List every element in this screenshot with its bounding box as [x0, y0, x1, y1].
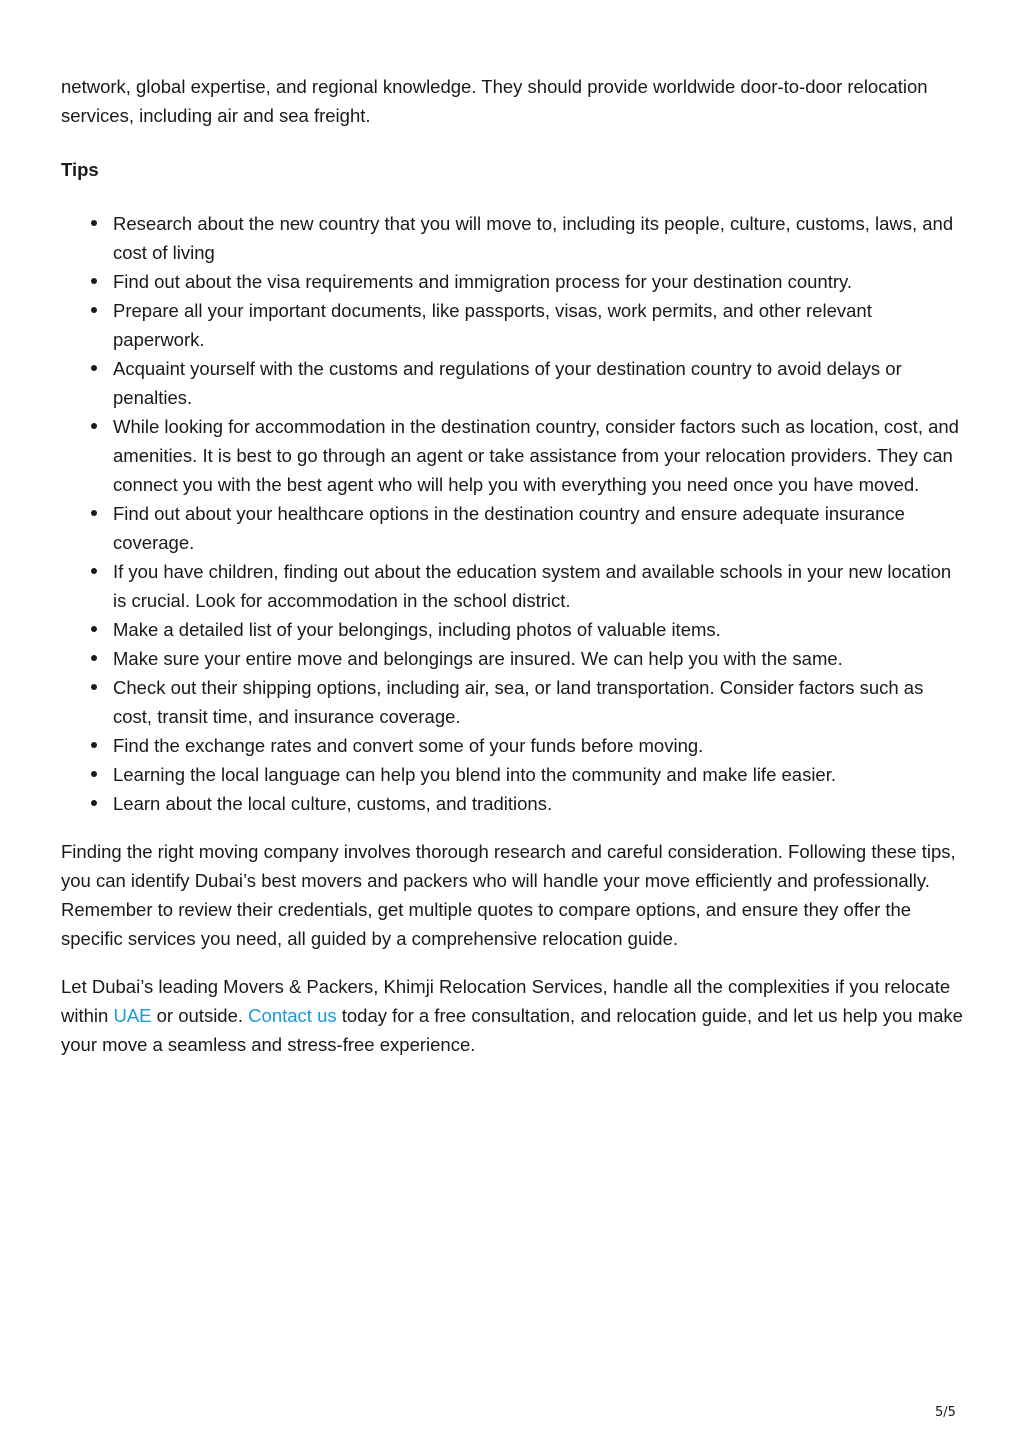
tip-text: Acquaint yourself with the customs and regulations of your destination country to avoid delays or penalties.: [113, 358, 902, 408]
conclusion-paragraph: Finding the right moving company involves thorough research and careful consideration. Following these tips, you can identify Dubai’s best movers and packers who will handle your move efficiently and professionally. Remember to review their credentials, get multiple quotes to compare options, and ensure they offer the specific services you need, all guided by a comprehensive relocation guide.: [61, 841, 956, 949]
cta-text-part2: or outside.: [151, 1005, 249, 1026]
bullet-icon: [91, 307, 97, 313]
tips-list-item: [113, 673, 966, 731]
tip-text: If you have children, finding out about the education system and available schools in your new location is crucial. Look for accommodation in the school district.: [113, 561, 952, 611]
bullet-icon: [91, 800, 97, 806]
page-number: 5/5: [935, 1405, 956, 1420]
tips-list-item: [113, 412, 966, 499]
bullet-icon: [91, 278, 97, 284]
tip-text: Prepare all your important documents, like passports, visas, work permits, and other relevant paperwork.: [113, 300, 872, 350]
bullet-icon: [91, 510, 97, 516]
cta-paragraph: [61, 972, 966, 1059]
tips-list-item: [113, 615, 966, 644]
bullet-icon: [91, 568, 97, 574]
tip-text: Make a detailed list of your belongings, including photos of valuable items.: [113, 619, 721, 640]
bullet-icon: [91, 771, 97, 777]
tip-text: Find out about your healthcare options in the destination country and ensure adequate insurance coverage.: [113, 503, 905, 553]
document-page: [61, 72, 966, 1078]
tip-text: Find the exchange rates and convert some of your funds before moving.: [113, 735, 704, 756]
bullet-icon: [91, 684, 97, 690]
bullet-icon: [91, 365, 97, 371]
tips-heading: Tips: [61, 159, 99, 180]
bullet-icon: [91, 626, 97, 632]
tips-list-item: [113, 731, 966, 760]
tips-list-item: [113, 760, 966, 789]
tips-list-item: [113, 644, 966, 673]
tips-list-item: [113, 354, 966, 412]
tips-list-item: [113, 789, 966, 818]
bullet-icon: [91, 742, 97, 748]
tips-list-item: [113, 499, 966, 557]
tip-text: Learning the local language can help you blend into the community and make life easier.: [113, 764, 836, 785]
tips-list-item: [113, 296, 966, 354]
cta-text-part1: Let Dubai’s leading Movers & Packers, Khimji Relocation Services, handle all the complexities if you relocate within: [61, 976, 951, 1026]
uae-link[interactable]: UAE: [113, 1005, 152, 1026]
bullet-icon: [91, 220, 97, 226]
bullet-icon: [91, 423, 97, 429]
cta-text-part3: today for a free consultation, and relocation guide, and let us help you make your move a seamless and stress-free experience.: [61, 1005, 963, 1055]
tip-text: Check out their shipping options, including air, sea, or land transportation. Consider factors such as cost, transit time, and insurance coverage.: [113, 677, 924, 727]
tip-text: Find out about the visa requirements and immigration process for your destination country.: [113, 271, 853, 292]
tip-text: Learn about the local culture, customs, and traditions.: [113, 793, 553, 814]
tip-text: Make sure your entire move and belongings are insured. We can help you with the same.: [113, 648, 843, 669]
tips-list-item: [113, 267, 966, 296]
tip-text: Research about the new country that you will move to, including its people, culture, customs, laws, and cost of living: [113, 213, 954, 263]
tips-list-item: [113, 209, 966, 267]
contact-us-link[interactable]: Contact us: [248, 1005, 337, 1026]
tips-list-item: [113, 557, 966, 615]
intro-paragraph: network, global expertise, and regional knowledge. They should provide worldwide door-to-door relocation services, including air and sea freight.: [61, 76, 928, 126]
bullet-icon: [91, 655, 97, 661]
tips-list: [61, 209, 966, 818]
tip-text: While looking for accommodation in the destination country, consider factors such as location, cost, and amenities. It is best to go through an agent or take assistance from your relocation providers. They can connect you with the best agent who will help you with everything you need once you have moved.: [113, 416, 959, 495]
